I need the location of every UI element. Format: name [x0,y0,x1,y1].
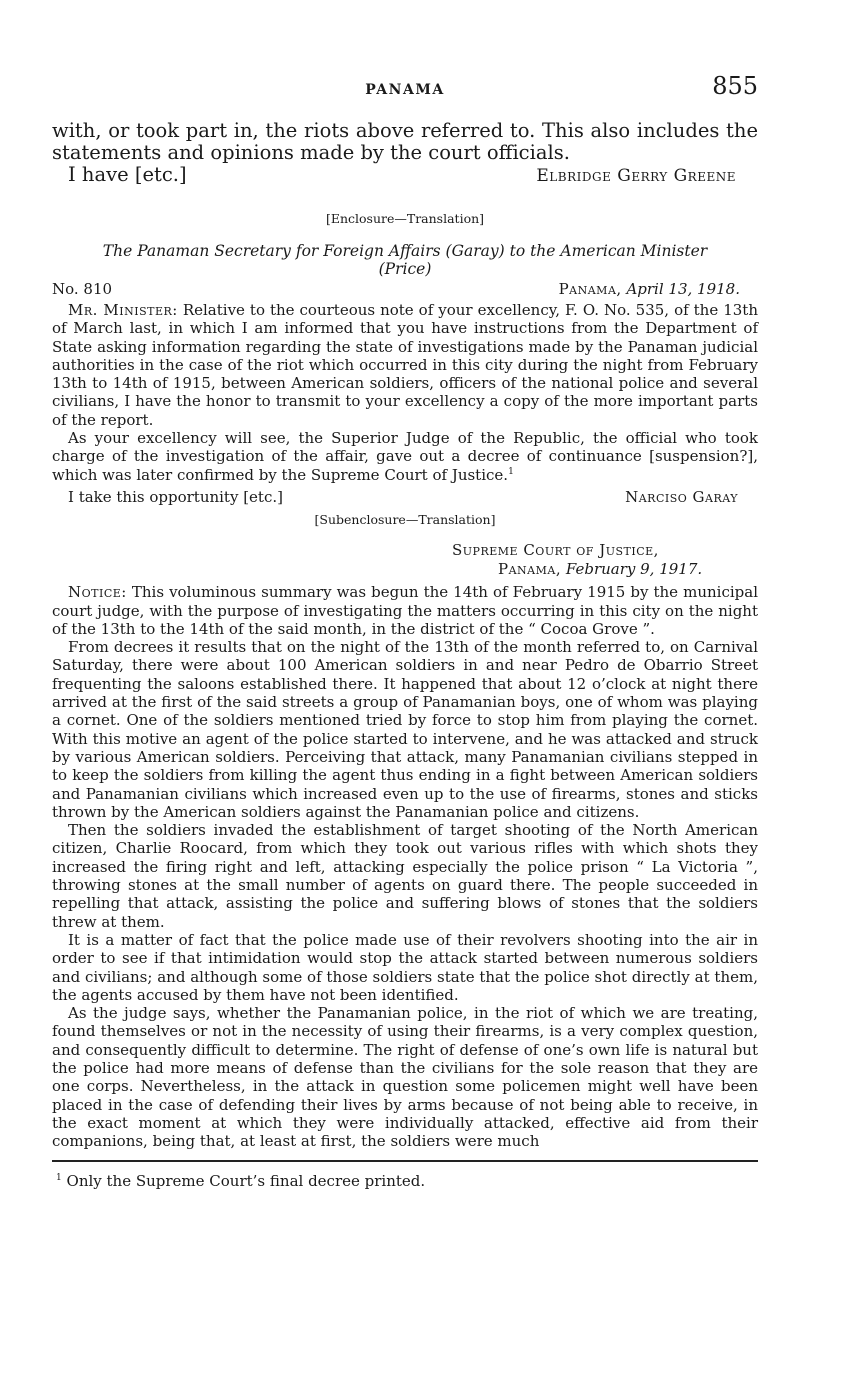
enclosure-body [52,301,758,506]
enclosure-closing: I take this opportunity [etc.] [68,487,283,506]
enclosure-heading-line2: (Price) [378,260,432,278]
footnote [52,1172,758,1190]
lead-paragraph [52,120,758,187]
enclosure-dateline [52,280,758,298]
enclosure-para1 [52,301,758,429]
footnote-ref: 1 [508,466,514,477]
subenclosure-para4: As the judge says, whether the Panamanian police, in the riot of which we are treating, found themselves or not in the necessity of using their firearms, is a very complex question, and consequently difficult to determine. The right of defense of one’s own life is natural but the police had more means of defense than the civilians for the sole reason that they are one corps. Nevertheless, in the attack in question some policemen might well have been placed in the case of defending their lives by arms because of not being able to receive, in the exact moment at which they were individually attacked, effective aid from their companions, being that, at least at first, the soldiers were much [52,1004,758,1151]
running-header [52,72,758,106]
document-page [52,72,758,1190]
enclosure-heading [52,242,758,278]
court-place: Panama, [498,560,562,579]
lead-text: with, or took part in, the riots above referred to. This also includes the statements and opinions made by the court officials. [52,119,758,164]
subenclosure-para3: It is a matter of fact that the police made use of their revolvers shooting into the air in order to see if that intimidation would stop the attack started between numerous soldiers and civilians; and although some of those soldiers state that the police shot directly at them, the agents accused by them have not been identified. [52,930,758,1004]
salutation: Mr. Minister: [68,301,178,319]
subenclosure-label: [Subenclosure—Translation] [314,512,496,528]
court-date: February 9, 1917. [565,560,703,579]
court-address [452,541,758,579]
lead-signature: Elbridge Gerry Greene [536,166,736,186]
notice-paragraph [52,583,758,638]
enclosure-heading-line1: The Panaman Secretary for Foreign Affairs (Garay) to the American Minister [102,242,708,260]
notice-label: Notice: [68,583,127,602]
lead-closing: I have [etc.] [68,163,187,186]
footnote-text: Only the Supreme Court’s final decree printed. [66,1172,426,1191]
enclosure-signature: Narciso Garay [625,487,738,506]
running-title: PANAMA [365,82,445,98]
subenclosure-para2: Then the soldiers invaded the establishment of target shooting of the North American citizen, Charlie Roocard, from which they took out various rifles with which shots they increased the firing right and left, attacking especially the police prison “ La Victoria ”, throwing stones at the small number of agents on guard there. The people succeeded in repelling that attack, assisting the police and suffering blows of stones that the soldiers threw at them. [52,821,758,931]
subenclosure-body [52,583,758,1150]
enclosure-para2-text: As your excellency will see, the Superior Judge of the Republic, the official who took charge of the investigation of the affair, gave out a decree of continuance [suspension?], which was later confirmed by the Supreme Court of Justice. [52,429,758,484]
enclosure-para2 [52,429,758,484]
footnote-divider [52,1160,758,1162]
notice-text: This voluminous summary was begun the 14th of February 1915 by the municipal court judge, with the purpose of investigating the matters occurring in this city on the night of the 13th to the 14th of the said month, in the district of the “ Cocoa Grove ”. [52,583,758,638]
enclosure-date: April 13, 1918. [626,280,740,298]
footnote-mark: 1 [56,1173,62,1184]
enclosure-place: Panama, [558,280,622,298]
enclosure-para1-text: Relative to the courteous note of your excellency, F. O. No. 535, of the 13th of March last, in which I am informed that you have instructions from the Department of State asking information regarding the state of investigations made by the Panaman judicial authorities in the case of the riot which occurred in this city during the night from February 13th to 14th of 1915, between American soldiers, officers of the national police and several civilians, I have the honor to transmit to your excellency a copy of the more important parts of the report. [52,301,758,429]
subenclosure-para1: From decrees it results that on the night of the 13th of the month referred to, on Carnival Saturday, there were about 100 American soldiers in and near Pedro de Obarrio Street frequenting the saloons established there. It happened that about 12 o’clock at night there arrived at the first of the said streets a group of Panamanian boys, one of whom was playing a cornet. One of the soldiers mentioned tried by force to stop him from playing the cornet. With this motive an agent of the police started to intervene, and he was attacked and struck by various American soldiers. Perceiving that attack, many Panamanian civilians stepped in to keep the soldiers from killing the agent thus ending in a fight between American soldiers and Panamanian civilians which increased even up to the use of firearms, stones and sticks thrown by the American soldiers against the Panamanian police and citizens. [52,638,758,821]
page-number: 855 [712,72,758,100]
enclosure-label: [Enclosure—Translation] [325,211,485,226]
court-line1: Supreme Court of Justice, [452,541,659,560]
enclosure-number: No. 810 [52,280,113,298]
